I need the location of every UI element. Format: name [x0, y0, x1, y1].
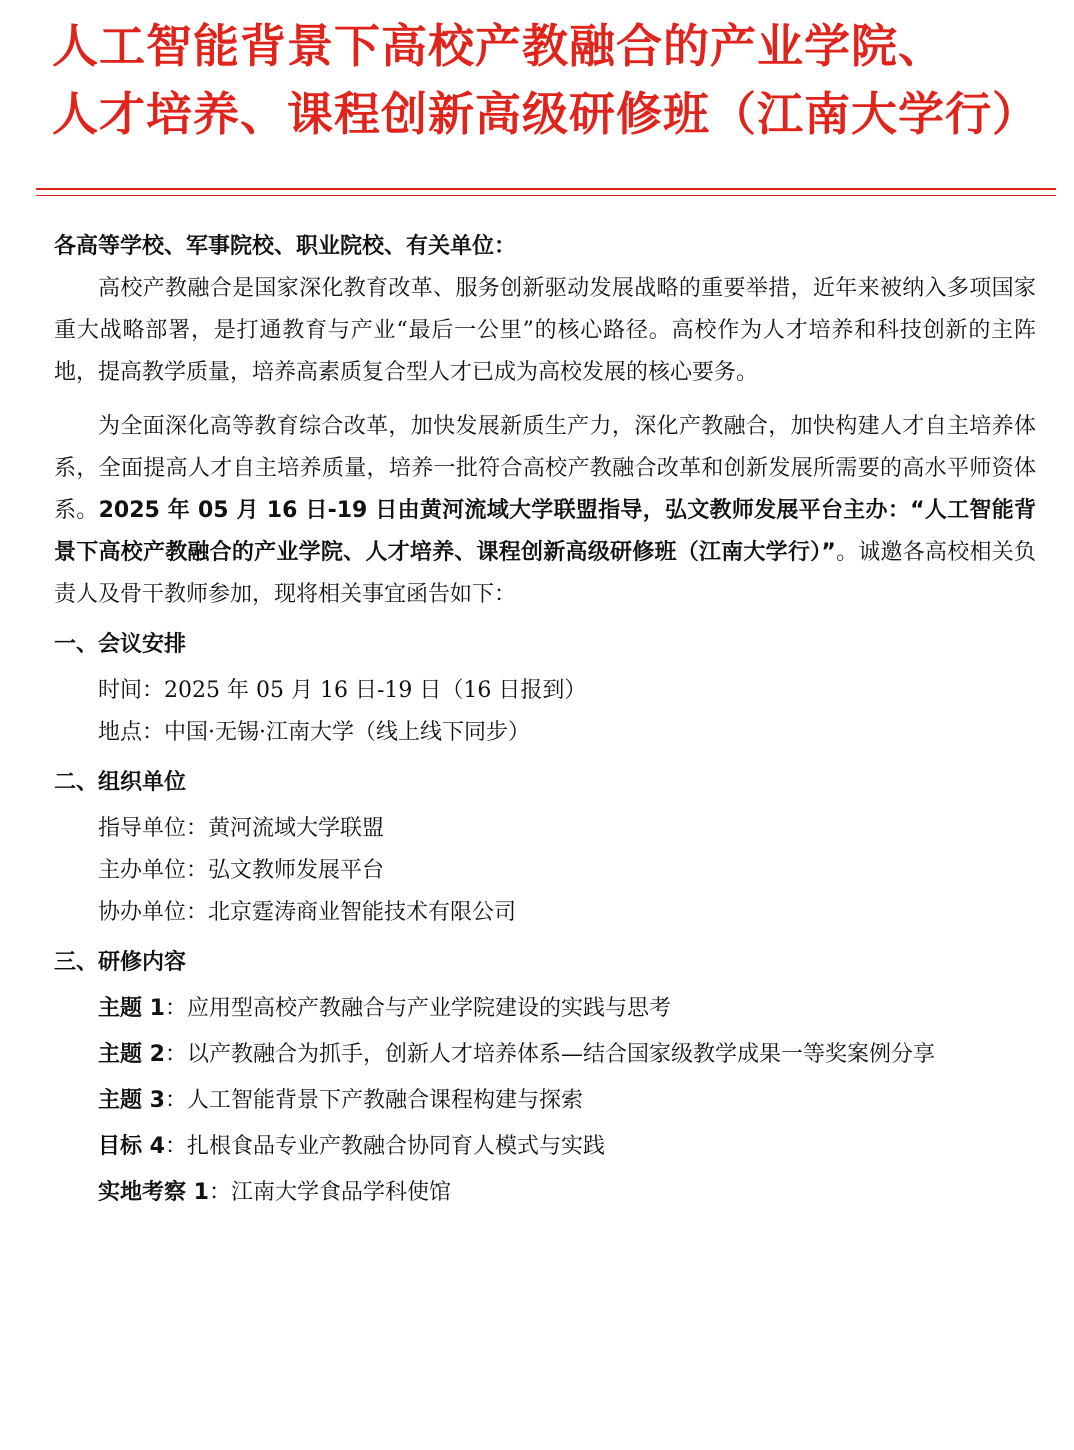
section-heading-content: 三、研修内容 — [54, 950, 187, 975]
topic-label: 实地考察 1 — [98, 1180, 209, 1205]
section-heading-organizers: 二、组织单位 — [54, 770, 187, 795]
invitation-text-bold: 2025 年 05 月 16 日-19 日由黄河流域大学联盟指导，弘文教师发展平台主办：“人工智能背景下高校产教融合的产业学院、人才培养、课程创新高级研修班（江南大学行）” — [54, 498, 1036, 565]
topic-item — [54, 1080, 1036, 1122]
title-divider-thick — [36, 188, 1056, 190]
title-line-2: 人才培养、课程创新高级研修班（江南大学行） — [52, 87, 1039, 141]
topic-item — [54, 1172, 1036, 1214]
topic-item — [54, 1034, 1036, 1076]
title-line-1: 人工智能背景下高校产教融合的产业学院、 — [52, 19, 945, 73]
paragraph-intro: 高校产教融合是国家深化教育改革、服务创新驱动发展战略的重要举措，近年来被纳入多项国家重大战略部署，是打通教育与产业“最后一公里”的核心路径。高校作为人才培养和科技创新的主阵地，提高教学质量，培养高素质复合型人才已成为高校发展的核心要务。 — [54, 276, 1036, 385]
salutation: 各高等学校、军事院校、职业院校、有关单位： — [54, 234, 517, 259]
meeting-place: 地点：中国·无锡·江南大学（线上线下同步） — [98, 720, 530, 745]
meeting-time: 时间：2025 年 05 月 16 日-19 日（16 日报到） — [98, 678, 587, 703]
topic-label: 主题 1 — [98, 996, 165, 1021]
invitation-text-c: 。诚邀各高校相关负责人及骨干教师参加，现将相关事宜函告如下： — [54, 540, 1036, 607]
title-divider-thin — [36, 195, 1056, 196]
section-heading-arrangement: 一、会议安排 — [54, 632, 187, 657]
topic-item — [54, 1126, 1036, 1168]
topic-item — [54, 988, 1036, 1030]
topic-text: ：应用型高校产教融合与产业学院建设的实践与思考 — [164, 996, 671, 1021]
invitation-text-a: 为全面深化高等教育综合改革，加快发展新质生产力，深化产教融合，加快构建人才自主培养体系，全面提高人才自主培养质量，培养一批符合高校产教融合改革和创新发展所需要的高水平师资体系。 — [54, 414, 1036, 523]
topic-label: 主题 3 — [98, 1088, 165, 1113]
topic-text: ：以产教融合为抓手，创新人才培养体系—结合国家级教学成果一等奖案例分享 — [164, 1042, 935, 1067]
topic-text: ：扎根食品专业产教融合协同育人模式与实践 — [164, 1134, 605, 1159]
topic-text: ：人工智能背景下产教融合课程构建与探索 — [164, 1088, 583, 1113]
topic-text: ：江南大学食品学科使馆 — [208, 1180, 451, 1205]
co-host-unit: 协办单位：北京霆涛商业智能技术有限公司 — [98, 900, 517, 925]
paragraph-invitation — [54, 406, 1036, 616]
guiding-unit: 指导单位：黄河流域大学联盟 — [98, 816, 385, 841]
topic-label: 主题 2 — [98, 1042, 165, 1067]
topic-label: 目标 4 — [98, 1134, 165, 1159]
document-body — [54, 226, 1036, 1214]
document-title — [52, 12, 1052, 148]
host-unit: 主办单位：弘文教师发展平台 — [98, 858, 385, 883]
